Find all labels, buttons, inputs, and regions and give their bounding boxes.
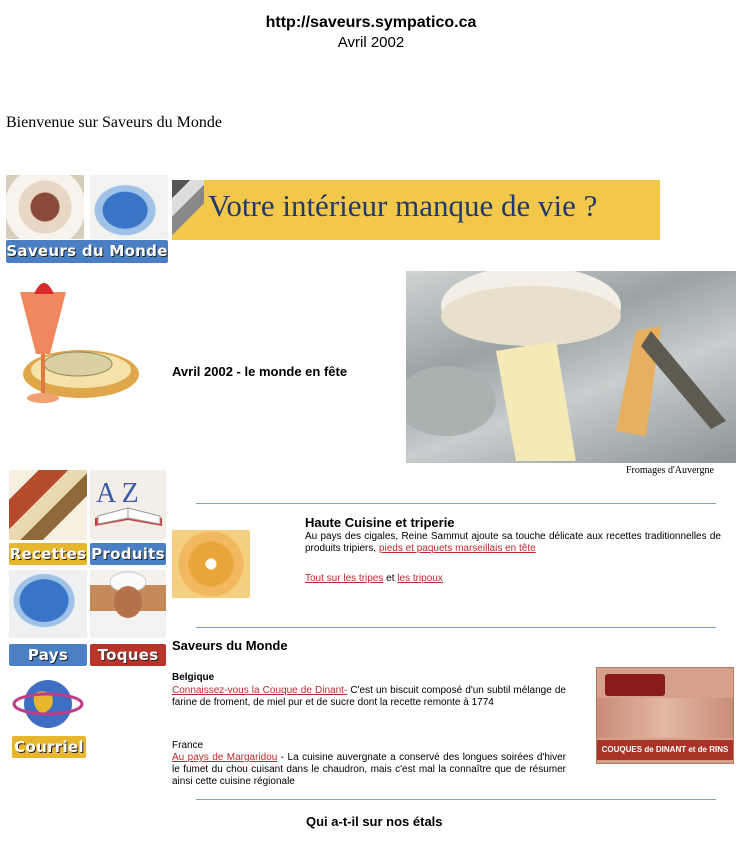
site-url: http://saveurs.sympatico.ca <box>265 14 477 31</box>
logo-saveurs-du-monde[interactable]: Saveurs du Monde <box>6 240 168 263</box>
cocktail-image <box>6 272 156 412</box>
recettes-image[interactable] <box>9 470 87 540</box>
produits-image[interactable] <box>90 470 166 540</box>
link-tout-sur-les-tripes[interactable]: Tout sur les tripes <box>305 573 384 584</box>
country-belgique: Belgique <box>172 672 215 683</box>
globe-mail-icon[interactable] <box>12 674 86 734</box>
saveurs-section-title: Saveurs du Monde <box>172 638 288 653</box>
plate-image[interactable] <box>6 175 84 239</box>
nav-courriel[interactable]: Courriel <box>12 736 86 758</box>
tripe-dish-image[interactable] <box>172 530 250 598</box>
haute-cuisine-text: Au pays des cigales, Reine Sammut ajoute sa touche délicate aux recettes traditionnelles de produits tripiers, pieds et paquets marseillais en tête <box>305 531 721 554</box>
feature-title: Avril 2002 - le monde en fête <box>172 364 348 379</box>
issue-date: Avril 2002 <box>337 34 405 51</box>
nav-toques[interactable]: Toques <box>90 644 166 666</box>
nav-produits[interactable]: Produits <box>91 545 165 563</box>
welcome-text: Bienvenue sur Saveurs du Monde <box>6 114 222 131</box>
banner-headline: Votre intérieur manque de vie ? <box>208 188 598 223</box>
az-letters: A Z <box>96 478 139 509</box>
link-pieds-paquets[interactable]: pieds et paquets marseillais en tête <box>378 543 536 554</box>
link-au-pays-de-margaridou[interactable]: Au pays de Margaridou <box>172 752 278 763</box>
divider <box>196 503 716 504</box>
couques-dinant-image[interactable] <box>596 667 734 764</box>
belgique-text: Connaissez-vous la Couque de Dinant- C'est un biscuit composé d'un subtil mélange de farine de froment, de miel pur et de sucre dont la recette remonte à 1774 <box>172 685 566 708</box>
pays-image[interactable] <box>9 570 87 638</box>
link-couque-de-dinant[interactable]: Connaissez-vous la Couque de Dinant- <box>172 685 348 696</box>
france-text: Au pays de Margaridou - La cuisine auvergnate a conservé des longues soirées d'hiver le fumet du chou cuisant dans le chaudron, mais c'est mal la connaître que de résumer ainsi cette cuisine régionale <box>172 752 566 787</box>
nav-pays[interactable]: Pays <box>9 644 87 666</box>
etals-title: Qui a-t-il sur nos étals <box>306 814 443 829</box>
couques-logo <box>605 674 665 696</box>
nav-recettes[interactable]: Recettes <box>9 545 87 563</box>
divider <box>196 627 716 628</box>
blue-bowl-image[interactable] <box>90 175 168 239</box>
cheese-photo[interactable] <box>406 271 736 463</box>
link-les-tripoux[interactable]: les tripoux <box>397 573 443 584</box>
couques-label: COUQUES de DINANT et de RINS <box>597 740 733 760</box>
banner-cutlery-icon <box>172 180 204 240</box>
haute-cuisine-title: Haute Cuisine et triperie <box>305 515 455 530</box>
divider <box>196 799 716 800</box>
country-france: France <box>172 740 204 751</box>
photo-caption: Fromages d'Auvergne <box>626 465 714 476</box>
promo-banner[interactable] <box>172 180 660 240</box>
toques-image[interactable] <box>90 570 166 638</box>
tripes-links: Tout sur les tripes et les tripoux <box>305 573 443 584</box>
